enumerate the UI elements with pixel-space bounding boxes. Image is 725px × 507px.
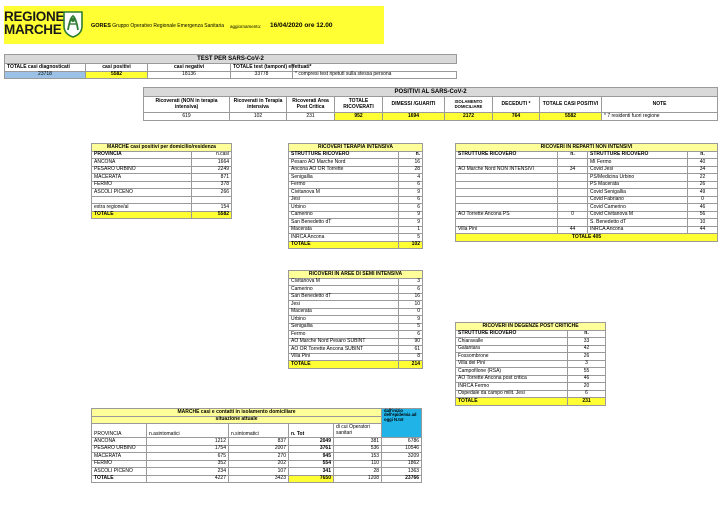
positivi-value-total-hosp: 952: [335, 113, 383, 121]
positivi-header-hosp: Ricoverati (NON in terapia intensiva): [144, 97, 230, 113]
positivi-header-home: ISOLAMENTO DOMICILIARE: [445, 97, 493, 113]
isolamento-header-inizio: dall'inizio dell'epidemia ad oggi N.tot: [382, 409, 422, 438]
reparti-total-label: TOTALE: [571, 233, 592, 240]
table-row: PESARO URBINO 1754 2007 3761 536 10546: [92, 445, 422, 453]
domicilio-total-label: TOTALE: [92, 211, 192, 219]
terapia-col-n: n.: [399, 151, 423, 159]
isolamento-total-op: 1208: [334, 475, 382, 483]
table-row: Fermo 6: [289, 331, 423, 339]
domicilio-col-cases: n.casi: [192, 151, 232, 159]
region-logo-text: [4, 9, 65, 37]
table-row: AO Torrette Ancona post critica 46: [456, 375, 606, 383]
test-value-total: 23718: [5, 71, 86, 79]
table-row: AO OR Torrette Ancona SUBINT 61: [289, 346, 423, 354]
test-header-swabs: TOTALE test (tamponi) effettuati*: [231, 64, 293, 72]
table-row: Villa dei Pini 3: [456, 360, 606, 368]
reparti-table: [455, 143, 718, 242]
table-row: PS Macerata 26: [456, 181, 718, 189]
region-crest-icon: [62, 10, 84, 38]
table-row: Fermo 6: [289, 181, 423, 189]
logo-line-2: MARCHE: [4, 22, 62, 37]
isolamento-header-province: PROVINCIA: [92, 424, 147, 438]
table-row: Campofilone (RSA) 55: [456, 368, 606, 376]
reparti-total: [456, 234, 718, 242]
isolamento-total-asin: 4227: [147, 475, 229, 483]
table-row: FERMO 378: [92, 181, 232, 189]
table-row: S. Benedetto dT 10: [456, 219, 718, 227]
semi-total-value: 214: [399, 361, 423, 369]
table-row: Covid Fabriano 0: [456, 196, 718, 204]
table-row: ASCOLI PICENO 234 107 341 28 1363: [92, 468, 422, 476]
test-header-negative: casi negativi: [148, 64, 231, 72]
positivi-title: POSITIVI AL SARS-CoV-2: [144, 88, 718, 97]
table-row: Urbino 9: [289, 316, 423, 324]
isolamento-table: [91, 408, 422, 483]
table-row: Urbino 6: [289, 204, 423, 212]
table-row: MI Fermo 40: [456, 159, 718, 167]
table-row: Camerino 9: [289, 211, 423, 219]
domicilio-table: [91, 143, 232, 219]
table-row: INRCA Fermo 20: [456, 383, 606, 391]
table-row: Chiaravalle 33: [456, 338, 606, 346]
table-row: ASCOLI PICENO 266: [92, 189, 232, 197]
table-row: Senigallia 5: [289, 323, 423, 331]
table-row: Ancona AO OR Torrette 28: [289, 166, 423, 174]
isolamento-subtitle: situazione attuale: [92, 416, 382, 424]
table-row: Pesaro AO Marche Nord 16: [289, 159, 423, 167]
reparti-col-structure-a: STRUTTURE RICOVERO: [456, 151, 558, 159]
test-title: TEST PER SARS-CoV-2: [5, 55, 457, 64]
table-row: Galantara 42: [456, 345, 606, 353]
reparti-title: RICOVERI IN REPARTI NON INTENSIVI: [456, 144, 718, 152]
isolamento-header-operators: di cui Operatori sanitari: [334, 424, 382, 438]
terapia-title: RICOVERI TERAPIA INTENSIVA: [289, 144, 423, 152]
postcritiche-total-label: TOTALE: [456, 398, 568, 406]
test-note: * compresi test ripetuti sulla stessa persona: [293, 71, 457, 79]
positivi-header-recovered: DIMESSI /GUARITI: [383, 97, 445, 113]
postcritiche-title: RICOVERI IN DEGENZE POST CRITICHE: [456, 323, 606, 331]
isolamento-total-inizio: 23766: [382, 475, 422, 483]
reparti-col-n-b: n.: [688, 151, 718, 159]
table-row: ANCONA 1212 837 2049 381 6786: [92, 438, 422, 446]
table-row: Covid Senigallia 49: [456, 189, 718, 197]
table-row: AO Torrette Ancona PS 0 Covid Civitanova M 56: [456, 211, 718, 219]
semi-total-label: TOTALE: [289, 361, 399, 369]
positivi-value-hosp: 619: [144, 113, 230, 121]
positivi-value-postcrit: 231: [287, 113, 335, 121]
table-row: MACERATA 871: [92, 174, 232, 182]
table-row: PS/Medicina Urbino 22: [456, 174, 718, 182]
table-row: Macerata 1: [289, 226, 423, 234]
table-row: Ospedale da campo milit. Jesi 6: [456, 390, 606, 398]
gores-description: Gruppo Operativo Regionale Emergenza Sanitaria: [112, 23, 224, 29]
table-row: INRCA Ancona 5: [289, 234, 423, 242]
domicilio-col-province: PROVINCIA: [92, 151, 192, 159]
reparti-col-structure-b: STRUTTURE RICOVERO: [588, 151, 688, 159]
reparti-total-value: 405: [592, 233, 602, 240]
test-value-positive: 5582: [86, 71, 148, 79]
semi-title: RICOVERI IN AREE DI SEMI INTENSIVA: [289, 271, 423, 279]
update-value: 16/04/2020 ore 12.00: [270, 22, 333, 29]
table-row: AO Marche Nord Pesaro SUBINT 90: [289, 338, 423, 346]
isolamento-title: MARCHE casi e contatti in isolamento domiciliare: [92, 409, 382, 417]
postcritiche-table: [455, 322, 606, 406]
table-row: Villa Pini 44 INRCA Ancona 44: [456, 226, 718, 234]
isolamento-total-label: TOTALE: [92, 475, 147, 483]
semi-table: [288, 270, 423, 369]
positivi-value-notes: * 7 residenti fuori regione: [602, 113, 718, 121]
positivi-header-notes: NOTE: [602, 97, 718, 113]
isolamento-total-sin: 3423: [229, 475, 289, 483]
test-header-positive: casi positivi: [86, 64, 148, 72]
table-row: Villa Pini 8: [289, 353, 423, 361]
positivi-header-deceased: DECEDUTI *: [493, 97, 540, 113]
terapia-total-label: TOTALE: [289, 241, 399, 249]
positivi-value-deceased: 764: [493, 113, 540, 121]
postcritiche-total-value: 231: [568, 398, 606, 406]
test-value-swabs: 33778: [231, 71, 293, 79]
isolamento-header-asymptomatic: n.asintomatici: [147, 424, 229, 438]
table-row: San Benedetto dT 16: [289, 293, 423, 301]
postcritiche-col-structure: STRUTTURE RICOVERO: [456, 330, 568, 338]
reparti-col-n-a: n.: [558, 151, 588, 159]
positivi-header-total-hosp: TOTALE RICOVERATI: [335, 97, 383, 113]
positivi-value-total-pos: 5582: [540, 113, 602, 121]
table-row: Civitanova M 3: [289, 278, 423, 286]
domicilio-title: MARCHE casi positivi per domicilio/residenza: [92, 144, 232, 152]
domicilio-total-value: 5582: [192, 211, 232, 219]
positivi-value-icu: 102: [230, 113, 287, 121]
logo-line-1: REGIONE: [4, 9, 65, 24]
terapia-col-structure: STRUTTURE RICOVERO: [289, 151, 399, 159]
table-row: AO Marche Nord NON INTENSIVI 34 Covid Jesi 34: [456, 166, 718, 174]
terapia-table: [288, 143, 423, 249]
table-row: San Benedetto dT 9: [289, 219, 423, 227]
positivi-header-total-pos: TOTALE CASI POSITIVI: [540, 97, 602, 113]
positivi-header-postcrit: Ricoverati Area Post Critica: [287, 97, 335, 113]
isolamento-header-total: n. Tot: [289, 424, 334, 438]
table-row: Camerino 6: [289, 286, 423, 294]
table-row: ANCONA 1664: [92, 159, 232, 167]
gores-name: GORES: [91, 23, 111, 29]
table-row: FERMO 352 202 554 110 1862: [92, 460, 422, 468]
table-row: Covid Camerino 46: [456, 204, 718, 212]
table-row: MACERATA 675 270 945 153 3209: [92, 453, 422, 461]
table-row: Jesi 10: [289, 301, 423, 309]
table-row: Civitanova M 9: [289, 189, 423, 197]
update-label: aggiornamento:: [230, 24, 262, 29]
table-row: Jesi 6: [289, 196, 423, 204]
isolamento-total-tot: 7650: [289, 475, 334, 483]
postcritiche-col-n: n.: [568, 330, 606, 338]
test-header-total: TOTALE casi diagnosticati: [5, 64, 86, 72]
table-row: extra regione/al 154: [92, 204, 232, 212]
table-row: PESARO URBINO 2249: [92, 166, 232, 174]
table-row: Fossombrone 26: [456, 353, 606, 361]
table-row: Senigallia 4: [289, 174, 423, 182]
positivi-value-recovered: 1694: [383, 113, 445, 121]
table-row: [92, 196, 232, 204]
gores-label: [91, 23, 224, 29]
test-table: [4, 54, 457, 79]
isolamento-header-symptomatic: n.sintomatici: [229, 424, 289, 438]
positivi-value-home: 2172: [445, 113, 493, 121]
positivi-table: [143, 87, 718, 121]
test-value-negative: 18136: [148, 71, 231, 79]
table-row: Macerata 0: [289, 308, 423, 316]
terapia-total-value: 102: [399, 241, 423, 249]
positivi-header-icu: Ricoverati in Terapia intensiva: [230, 97, 287, 113]
